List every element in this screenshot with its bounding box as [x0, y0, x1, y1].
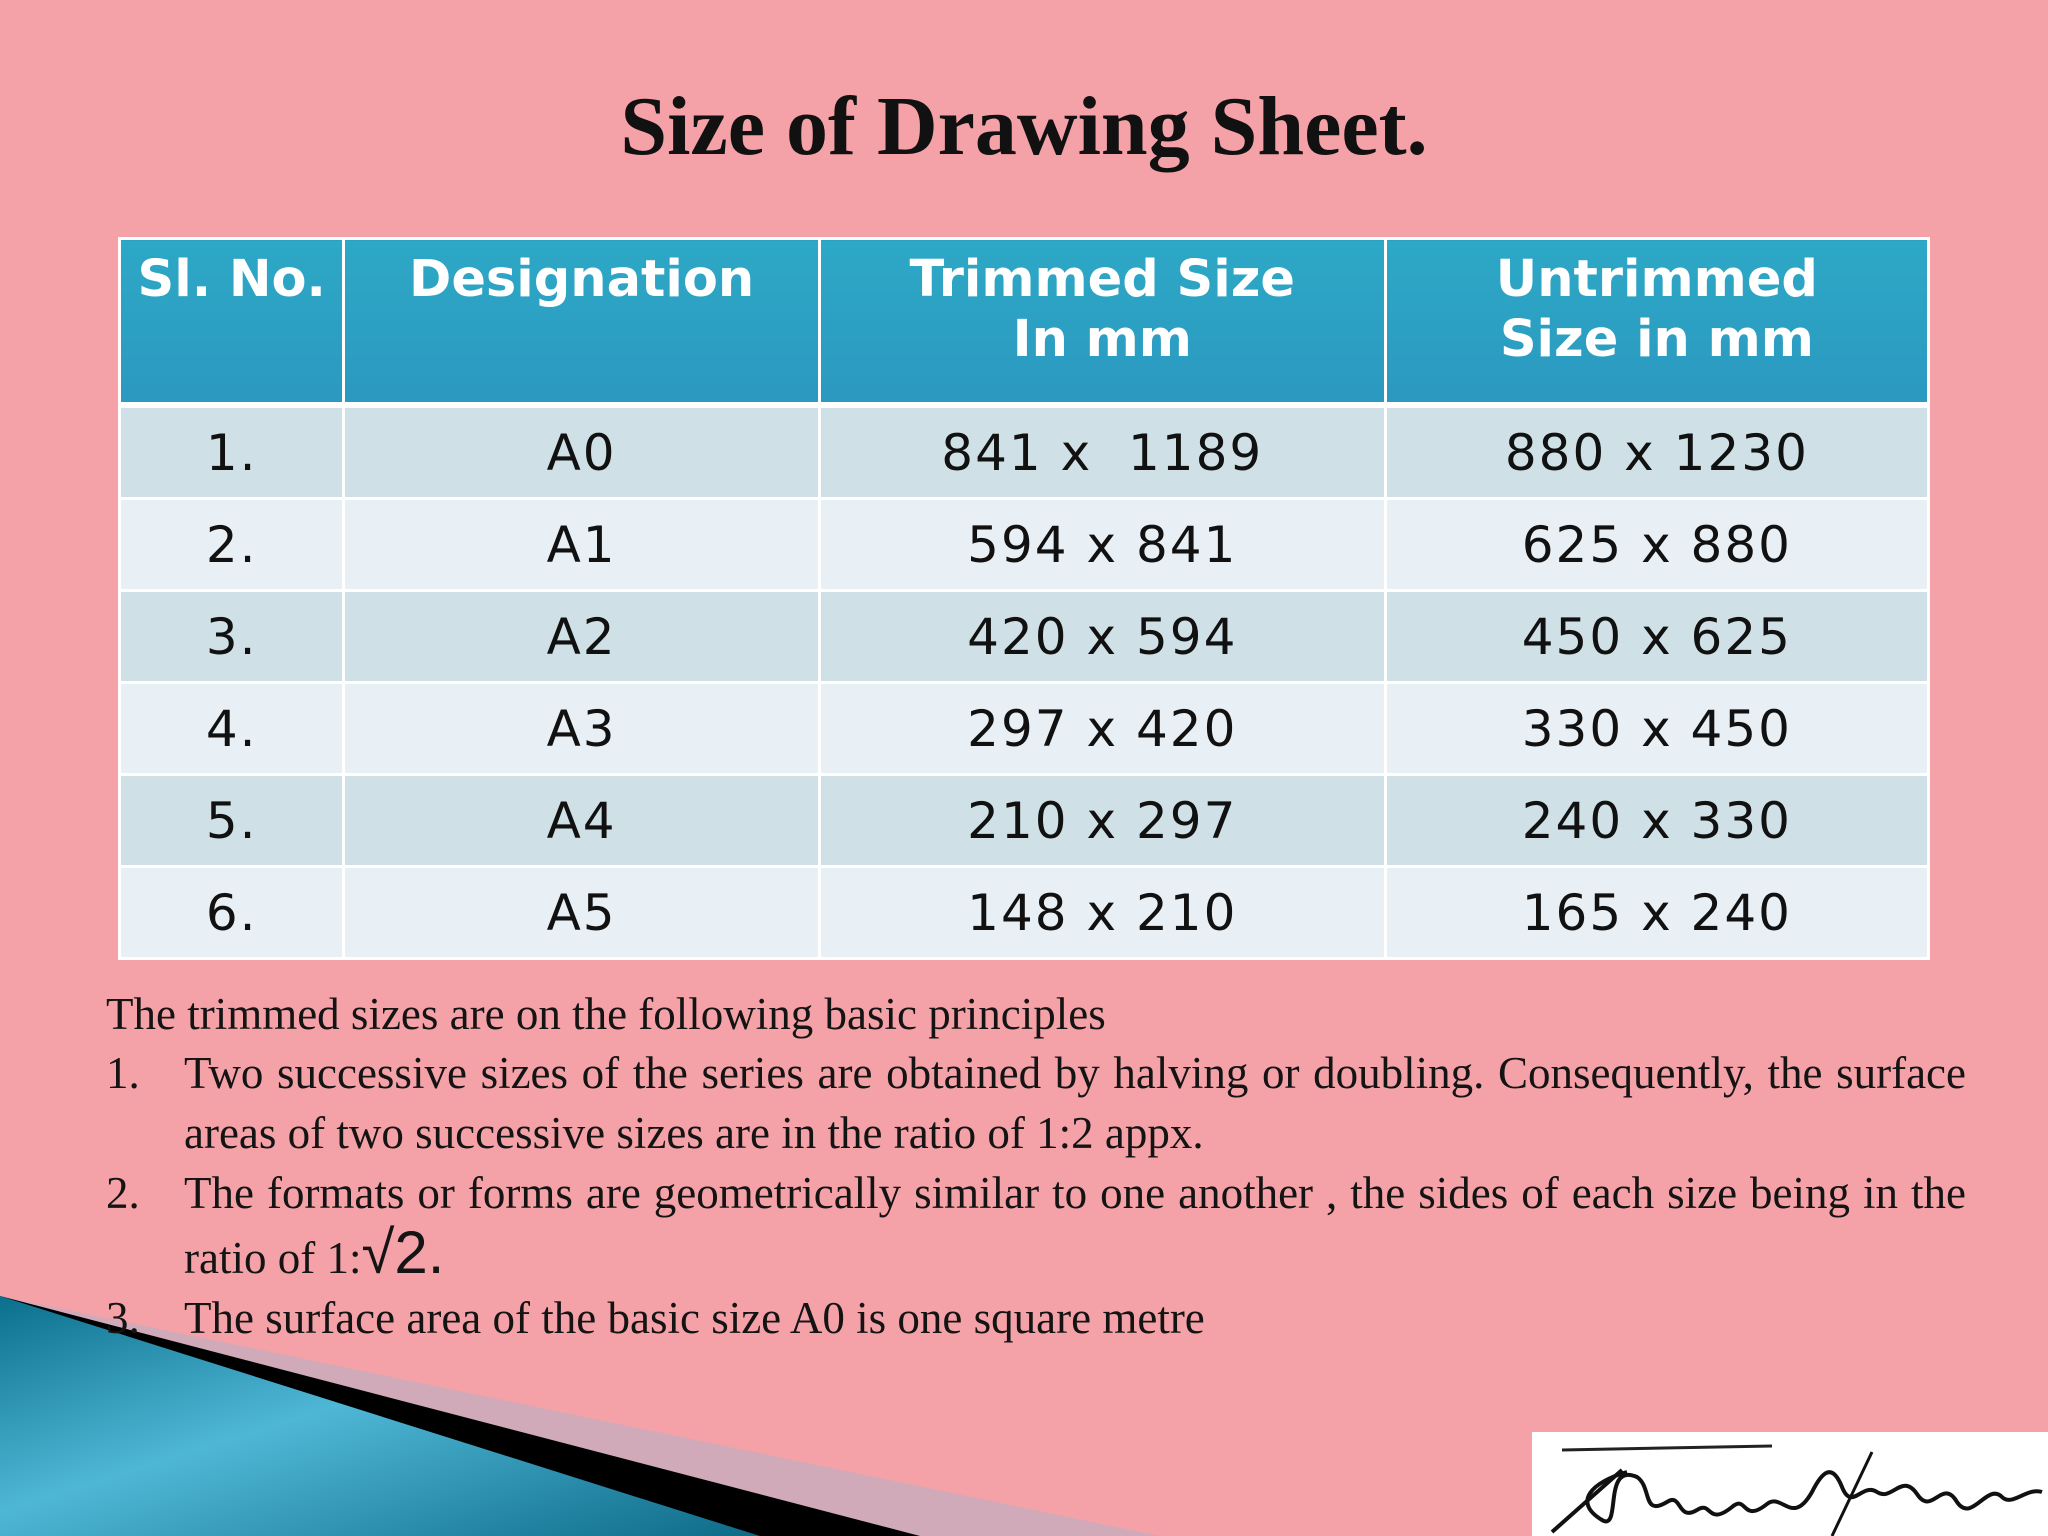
cell-trimmed-size: 420 x 594 — [819, 591, 1385, 683]
table-row — [120, 591, 1929, 683]
table-header-row — [120, 239, 1929, 406]
sqrt-two-symbol: √2. — [361, 1219, 445, 1286]
list-item — [106, 1043, 1966, 1163]
principles-notes — [106, 985, 1966, 1348]
cell-untrimmed-size: 880 x 1230 — [1385, 405, 1928, 499]
column-header-designation: Designation — [344, 239, 819, 406]
cell-sl-no: 1. — [120, 405, 344, 499]
slide-title: Size of Drawing Sheet. — [620, 80, 1428, 173]
table-row — [120, 867, 1929, 959]
cell-trimmed-size: 594 x 841 — [819, 499, 1385, 591]
list-item-text — [184, 1163, 1966, 1288]
list-item — [106, 1288, 1966, 1348]
cell-untrimmed-size: 625 x 880 — [1385, 499, 1928, 591]
cell-trimmed-size: 148 x 210 — [819, 867, 1385, 959]
cell-sl-no: 4. — [120, 683, 344, 775]
cell-untrimmed-size: 240 x 330 — [1385, 775, 1928, 867]
list-item-text: The surface area of the basic size A0 is one square metre — [184, 1293, 1205, 1343]
table-row — [120, 775, 1929, 867]
cell-trimmed-size: 210 x 297 — [819, 775, 1385, 867]
cell-designation: A5 — [344, 867, 819, 959]
signature-image — [1532, 1432, 2048, 1536]
sheet-size-table — [118, 237, 1930, 960]
column-header-trimmed-size: Trimmed Size In mm — [819, 239, 1385, 406]
cell-sl-no: 6. — [120, 867, 344, 959]
list-item-number: 1. — [106, 1048, 140, 1098]
cell-designation: A2 — [344, 591, 819, 683]
cell-designation: A0 — [344, 405, 819, 499]
list-item — [106, 1163, 1966, 1288]
cell-trimmed-size: 841 x 1189 — [819, 405, 1385, 499]
cell-sl-no: 3. — [120, 591, 344, 683]
column-header-sl-no: Sl. No. — [120, 239, 344, 406]
list-item-text-body: The formats or forms are geometrically similar to one another , the sides of each size being in the ratio of 1: — [184, 1168, 1966, 1283]
cell-sl-no: 2. — [120, 499, 344, 591]
table-row — [120, 683, 1929, 775]
cell-designation: A4 — [344, 775, 819, 867]
table-row — [120, 405, 1929, 499]
list-item-text: Two successive sizes of the series are obtained by halving or doubling. Consequently, the surface areas of two successive sizes are in the ratio of 1:2 appx. — [184, 1048, 1966, 1158]
cell-untrimmed-size: 450 x 625 — [1385, 591, 1928, 683]
cell-designation: A1 — [344, 499, 819, 591]
list-item-number: 3. — [106, 1293, 140, 1343]
list-item-number: 2. — [106, 1168, 140, 1218]
cell-designation: A3 — [344, 683, 819, 775]
cell-trimmed-size: 297 x 420 — [819, 683, 1385, 775]
cell-untrimmed-size: 165 x 240 — [1385, 867, 1928, 959]
column-header-untrimmed-size: Untrimmed Size in mm — [1385, 239, 1928, 406]
cell-untrimmed-size: 330 x 450 — [1385, 683, 1928, 775]
signature-icon — [1532, 1432, 2048, 1536]
notes-intro: The trimmed sizes are on the following basic principles — [106, 989, 1106, 1039]
table-row — [120, 499, 1929, 591]
cell-sl-no: 5. — [120, 775, 344, 867]
